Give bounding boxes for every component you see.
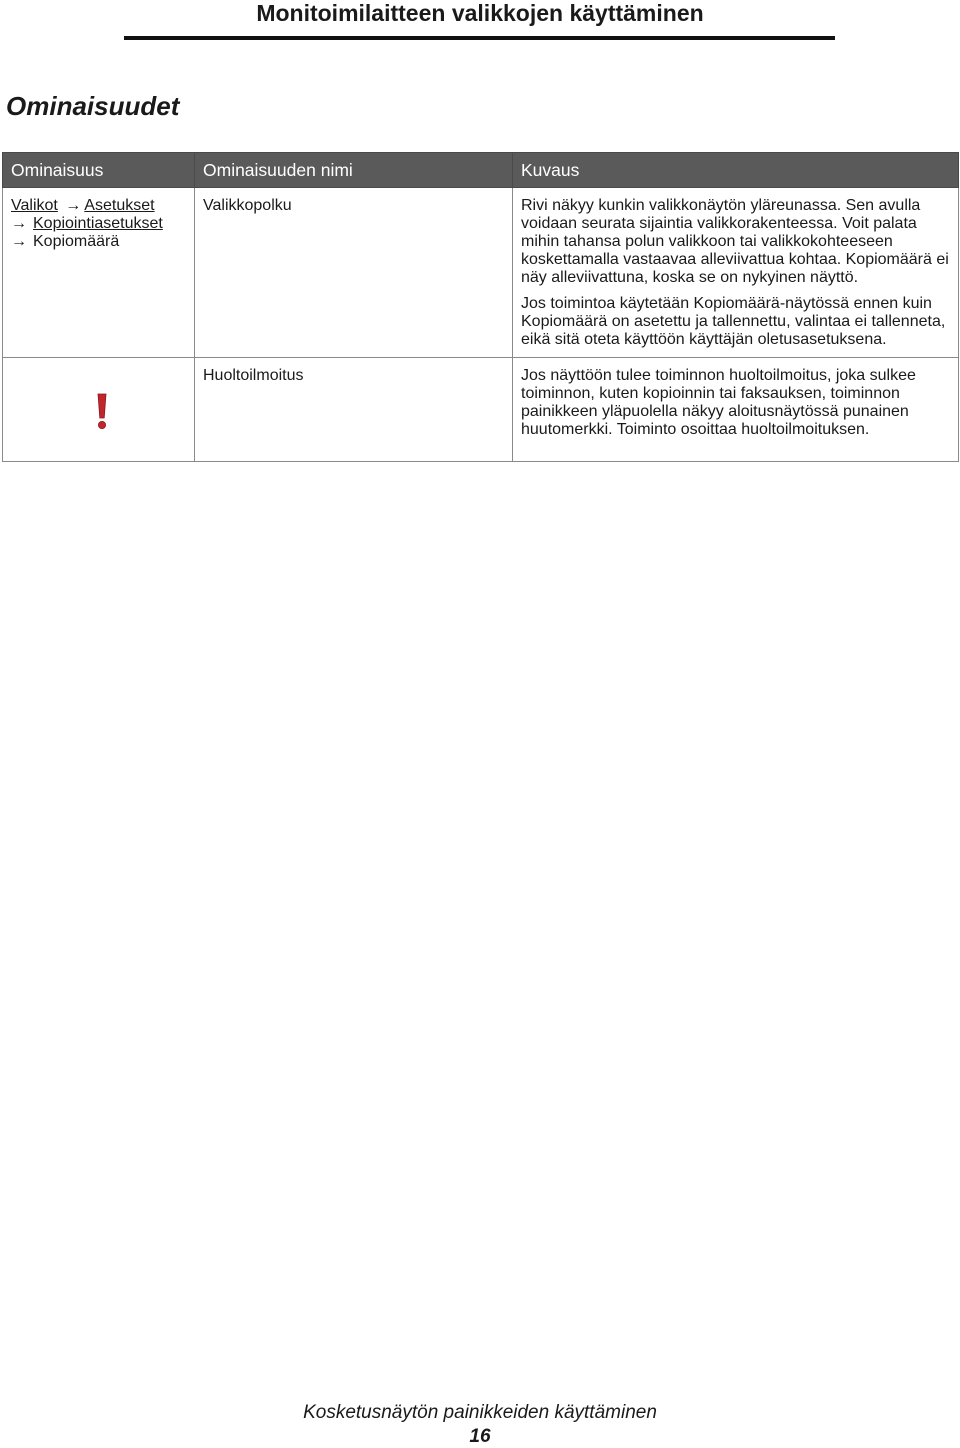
feature-cell-menu-path [3,188,195,358]
menu-path-line-3 [11,233,186,251]
footer-chapter-title: Kosketusnäytön painikkeiden käyttäminen [303,1402,657,1423]
header-rule [124,36,835,40]
section-title: Ominaisuudet [6,91,180,121]
features-table [2,152,959,462]
feature-cell-icon [3,358,195,462]
breadcrumb-link-menus[interactable]: Valikot [11,197,58,214]
description-cell [513,358,959,462]
column-header-feature-name: Ominaisuuden nimi [195,153,513,188]
column-header-description: Kuvaus [513,153,959,188]
arrow-right-icon: → [11,215,27,232]
menu-path-line-1 [11,197,186,215]
table-row [3,188,959,358]
menu-path-line-2 [11,215,186,233]
breadcrumb-link-copy-settings[interactable]: Kopiointiasetukset [33,215,163,232]
description-paragraph: Jos toimintoa käytetään Kopiomäärä-näytössä ennen kuin Kopiomäärä on asetettu ja tallennettu, valintaa ei tallenneta, eikä sitä oteta käyttöön käyttäjän oletusasetuksena. [521,295,946,348]
breadcrumb-current-copies: Kopiomäärä [33,233,120,250]
description-cell [513,188,959,358]
feature-name-cell: Huoltoilmoitus [195,358,513,462]
exclamation-icon [92,392,112,432]
description-paragraph: Jos näyttöön tulee toiminnon huoltoilmoitus, joka sulkee toiminnon, kuten kopioinnin tai faksauksen, toiminnon painikkeen yläpuolella näkyy aloitusnäytössä punainen huutomerkki. Toiminto osoittaa huoltoilmoituksen. [521,367,916,438]
table-row [3,358,959,462]
feature-name-cell: Valikkopolku [195,188,513,358]
breadcrumb-link-settings[interactable]: Asetukset [84,197,155,214]
description-paragraph: Rivi näkyy kunkin valikkonäytön yläreunassa. Sen avulla voidaan seurata sijaintia valikkorakenteessa. Voit palata mihin tahansa polun valikkoon tai valikkokohteeseen koskettamalla vastaavaa alleviivattua kohtaa. Kopiomäärä ei näy alleviivattuna, koska se on nykyinen näyttö. [521,197,949,286]
page-number: 16 [469,1426,491,1447]
arrow-right-icon: → [11,233,27,250]
table-header-row [3,153,959,188]
column-header-feature: Ominaisuus [3,153,195,188]
arrow-right-icon: → [65,197,82,214]
running-header-title: Monitoimilaitteen valikkojen käyttäminen [256,0,704,26]
